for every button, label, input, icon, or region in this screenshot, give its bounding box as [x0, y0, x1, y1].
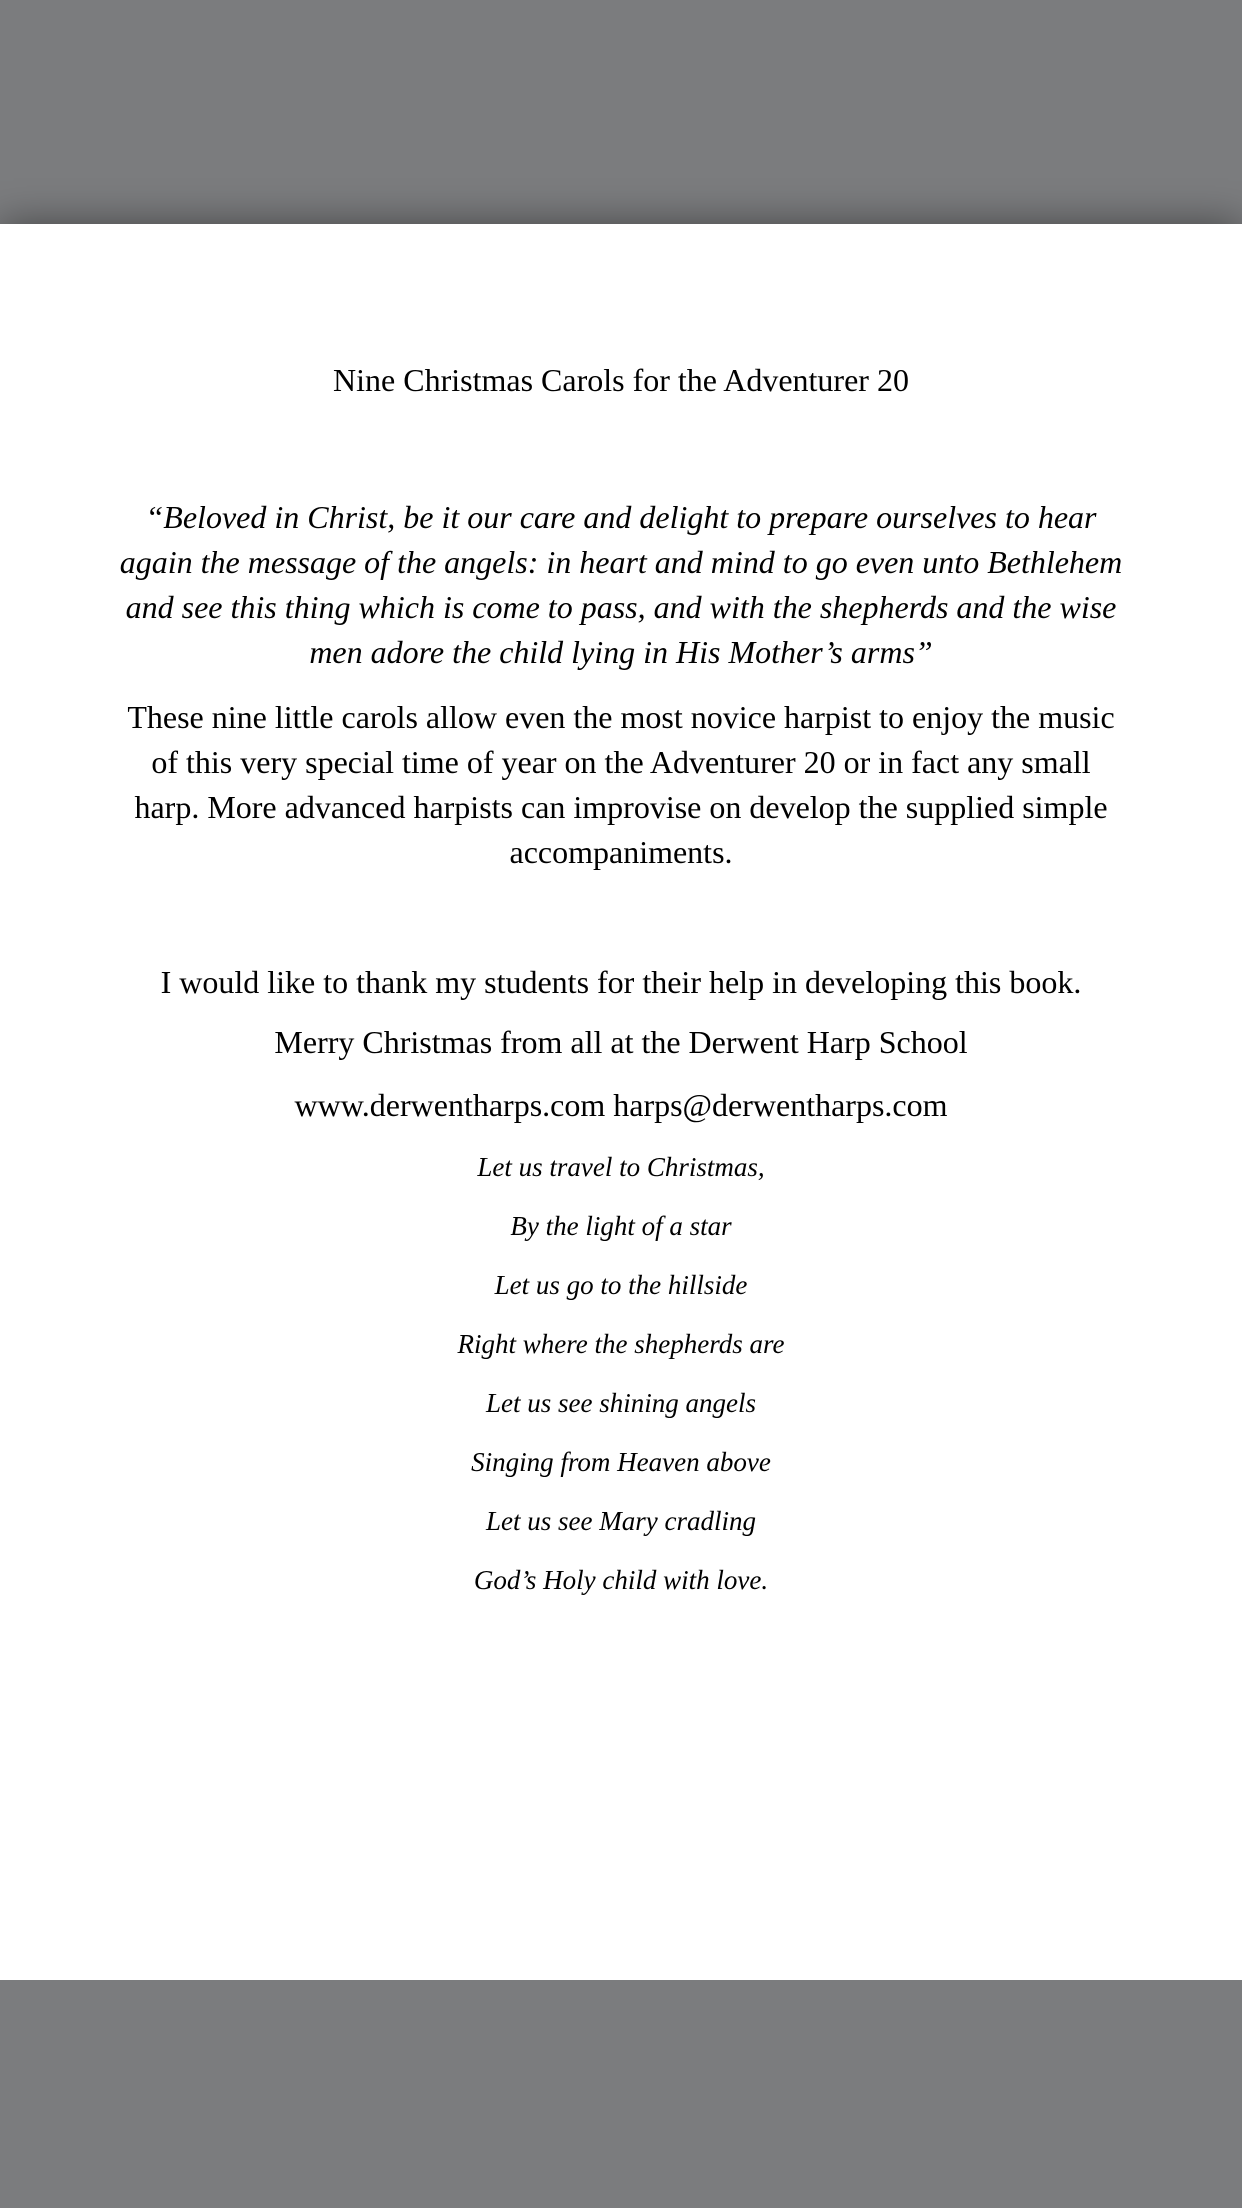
bidding-prayer-quote: “Beloved in Christ, be it our care and delight to prepare ourselves to hear again the message of the angels: in heart and mind to go even unto Bethlehem and see this thing which is come to pass, and with the shepherds and the wise men adore the child lying in His Mother’s arms”: [119, 499, 1123, 670]
poem-line: Right where the shepherds are: [457, 1329, 785, 1359]
poem-line: By the light of a star: [510, 1211, 732, 1241]
intro-paragraph: These nine little carols allow even the most novice harpist to enjoy the music of this very special time of year on the Adventurer 20 or in fact any small harp. More advanced harpists can improvise on develop the supplied simple accompaniments.: [127, 699, 1115, 870]
poem-line: Let us see shining angels: [486, 1388, 756, 1418]
poem-line: Let us go to the hillside: [494, 1270, 748, 1300]
poem-line: God’s Holy child with love.: [473, 1565, 769, 1595]
letterbox-top: [0, 0, 1242, 224]
poem-line: Singing from Heaven above: [471, 1447, 771, 1477]
page-content: [0, 224, 1242, 1597]
thanks-paragraph: I would like to thank my students for their help in developing this book.: [160, 964, 1082, 1000]
poem-line: Let us travel to Christmas,: [477, 1152, 765, 1182]
greeting-line: Merry Christmas from all at the Derwent Harp School: [274, 1024, 968, 1060]
poem: [112, 1151, 1130, 1597]
page-title: Nine Christmas Carols for the Adventurer 20: [333, 362, 909, 398]
poem-line: Let us see Mary cradling: [486, 1506, 756, 1536]
document-page[interactable]: [0, 224, 1242, 1980]
letterbox-bottom: [0, 1980, 1242, 2208]
contact-line: www.derwentharps.com harps@derwentharps.com: [294, 1087, 948, 1123]
